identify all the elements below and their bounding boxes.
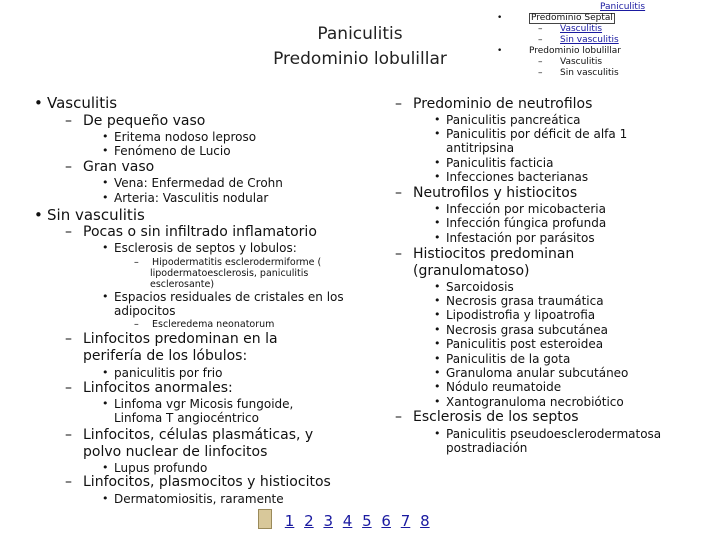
page-link[interactable]: 3 <box>323 511 333 530</box>
nav-lobular-vasculitis: Vasculitis <box>560 57 603 67</box>
back-icon[interactable] <box>258 509 272 529</box>
nav-lobular: Predominio lobulillar <box>529 46 622 56</box>
item-histio-pred: – Histiocitos predominan <box>413 246 574 263</box>
sub-item: – Escleredema neonatorum <box>152 319 274 330</box>
list-item: • Espacios residuales de cristales en los <box>114 290 344 304</box>
list-item: • Granuloma anular subcutáneo <box>446 366 628 380</box>
item-vasculitis: • Vasculitis <box>47 94 117 112</box>
list-item: • Xantogranuloma necrobiótico <box>446 395 624 409</box>
item-no-vasculitis: • Sin vasculitis <box>47 206 145 224</box>
dash-icon: – <box>538 35 543 45</box>
nav-septal-sin-vasculitis[interactable]: Sin vasculitis <box>560 35 619 45</box>
item-plasma-cont: polvo nuclear de linfocitos <box>83 444 268 460</box>
list-item: • Lipodistrofia y lipoatrofia <box>446 308 595 322</box>
list-item-cont: adipocitos <box>114 304 176 318</box>
list-item: • Paniculitis pseudoesclerodermatosa <box>446 427 661 441</box>
nav-septal-vasculitis[interactable]: Vasculitis <box>560 24 603 34</box>
list-item: • Arteria: Vasculitis nodular <box>114 191 268 205</box>
item-plasma: – Linfocitos, células plasmáticas, y <box>83 427 313 444</box>
item-large-vessel: – Gran vaso <box>83 159 154 176</box>
list-item: • Lupus profundo <box>114 461 207 475</box>
page-link[interactable]: 4 <box>342 511 353 530</box>
list-item: • Infecciones bacterianas <box>446 170 588 184</box>
nav-septal[interactable]: Predominio Septal <box>531 13 613 23</box>
sub-item-cont: esclerosante) <box>150 279 215 290</box>
nav-lobular-sin-vasculitis: Sin vasculitis <box>560 68 619 78</box>
list-item: • Sarcoidosis <box>446 280 514 294</box>
item-neutrophils: – Predominio de neutrofilos <box>413 96 592 113</box>
page-link[interactable]: 8 <box>420 511 430 530</box>
page-link[interactable]: 6 <box>381 511 391 530</box>
list-item: • paniculitis por frio <box>114 366 222 380</box>
list-item: • Fenómeno de Lucio <box>114 144 231 158</box>
list-item-cont: Linfoma T angiocéntrico <box>114 411 259 425</box>
item-histio-pred-cont: (granulomatoso) <box>413 263 530 279</box>
list-item-cont: antitripsina <box>446 141 515 155</box>
bullet-icon: • <box>497 13 503 23</box>
list-item: • Necrosis grasa traumática <box>446 294 604 308</box>
dash-icon: – <box>538 57 543 67</box>
item-neutro-histio: – Neutrofilos y histiocitos <box>413 185 577 202</box>
list-item: • Dermatomiositis, raramente <box>114 492 284 506</box>
item-lymph-periphery: – Linfocitos predominan en la <box>83 331 278 348</box>
bullet-icon: • <box>497 46 503 56</box>
item-septal-sclerosis: – Esclerosis de los septos <box>413 409 579 426</box>
list-item: • Esclerosis de septos y lobulos: <box>114 241 297 255</box>
pager <box>258 511 435 531</box>
page-link[interactable]: 2 <box>304 511 314 530</box>
page-link[interactable]: 1 <box>284 511 295 530</box>
item-low-infiltrate: – Pocas o sin infiltrado inflamatorio <box>83 224 317 241</box>
dash-icon: – <box>538 24 543 34</box>
list-item: • Paniculitis facticia <box>446 156 553 170</box>
item-histio: – Linfocitos, plasmocitos y histiocitos <box>83 474 331 491</box>
item-lymph-periphery-cont: perifería de los lóbulos: <box>83 348 248 364</box>
nav-root[interactable]: Paniculitis <box>600 2 646 12</box>
list-item: • Infección fúngica profunda <box>446 216 606 230</box>
list-item: • Paniculitis post esteroidea <box>446 337 603 351</box>
list-item: • Paniculitis de la gota <box>446 352 570 366</box>
page-link[interactable]: 7 <box>400 511 411 530</box>
list-item: • Paniculitis pancreática <box>446 113 581 127</box>
list-item: • Linfoma vgr Micosis fungoide, <box>114 397 293 411</box>
page-link[interactable]: 5 <box>362 511 372 530</box>
item-small-vessel: – De pequeño vaso <box>83 113 205 130</box>
item-lymph-abnormal: – Linfocitos anormales: <box>83 380 233 397</box>
list-item: • Necrosis grasa subcutánea <box>446 323 608 337</box>
dash-icon: – <box>538 68 543 78</box>
sub-item-cont: lipodermatoesclerosis, paniculitis <box>150 268 309 279</box>
list-item: • Infestación por parásitos <box>446 231 595 245</box>
sub-item: – Hipodermatitis esclerodermiforme ( <box>152 257 321 268</box>
list-item: • Vena: Enfermedad de Crohn <box>114 176 283 190</box>
page-title: Paniculitis Predominio lobulillar <box>273 24 447 69</box>
list-item: • Paniculitis por déficit de alfa 1 <box>446 127 627 141</box>
list-item-cont: postradiación <box>446 441 528 455</box>
list-item: • Nódulo reumatoide <box>446 380 561 394</box>
list-item: • Eritema nodoso leproso <box>114 130 256 144</box>
list-item: • Infección por micobacteria <box>446 202 606 216</box>
